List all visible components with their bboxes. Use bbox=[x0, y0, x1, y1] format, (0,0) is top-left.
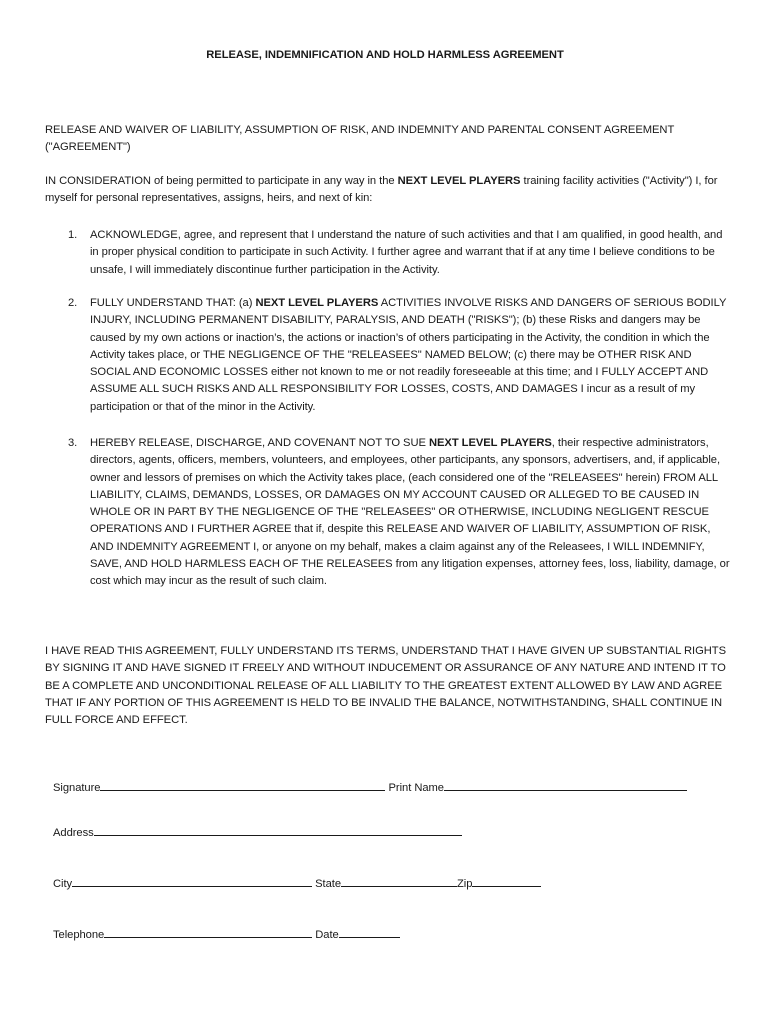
document-title: RELEASE, INDEMNIFICATION AND HOLD HARMLESS AGREEMENT bbox=[206, 49, 564, 61]
zip-field[interactable] bbox=[472, 874, 541, 887]
list-item-number: 1. bbox=[68, 229, 78, 241]
list-item-text-post: , their respective administrators, directors, agents, officers, members, volunteers, and employees, other participants, any sponsors, advertisers, and, if applicable, owner and lessors of premises on which the Activity takes place, (each considered one of the "RELEASEES" herein) FROM ALL LIABILITY, CLAIMS, DEMANDS, LOSSES, OR DAMAGES ON MY ACCOUNT CAUSED OR ALLEGED TO BE CAUSED IN WHOLE OR IN PART BY THE NEGLIGENCE OF THE "RELEASEES" OR OTHERWISE, INCLUDING NEGLIGENT RESCUE OPERATIONS AND I FURTHER AGREE that if, despite this RELEASE AND WAIVER OF LIABILITY, ASSUMPTION OF RISK, AND INDEMNITY AGREEMENT I, or anyone on my behalf, makes a claim against any of the Releasees, I WILL INDEMNIFY, SAVE, AND HOLD HARMLESS EACH OF THE RELEASEES from any litigation expenses, attorney fees, loss, liability, damage, or cost which may incur as the result of such claim. bbox=[90, 437, 730, 588]
list-item-text bbox=[90, 227, 730, 279]
telephone-label: Telephone bbox=[53, 929, 105, 941]
state-field[interactable] bbox=[341, 874, 457, 887]
company-name: NEXT LEVEL PLAYERS bbox=[428, 437, 552, 449]
zip-label: Zip bbox=[457, 878, 473, 890]
print-name-field[interactable] bbox=[444, 778, 687, 791]
consideration-text-pre: IN CONSIDERATION of being permitted to participate in any way in the bbox=[45, 175, 398, 187]
list-item-text-pre: HEREBY RELEASE, DISCHARGE, AND COVENANT NOT TO SUE bbox=[90, 437, 429, 449]
address-label: Address bbox=[53, 827, 94, 839]
list-item-text bbox=[90, 295, 730, 416]
signature-field[interactable] bbox=[100, 778, 385, 791]
company-name: NEXT LEVEL PLAYERS bbox=[397, 175, 521, 187]
address-row bbox=[53, 823, 462, 842]
signature-row bbox=[53, 778, 687, 797]
telephone-field[interactable] bbox=[104, 925, 312, 938]
telephone-row bbox=[53, 925, 400, 944]
city-label: City bbox=[53, 878, 73, 890]
list-item-text-post: ACTIVITIES INVOLVE RISKS AND DANGERS OF SERIOUS BODILY INJURY, INCLUDING PERMANENT DISABILITY, PARALYSIS, AND DEATH ("RISKS"); (b) these Risks and dangers may be caused by my own actions or inaction’s, the actions or inaction’s of others participating in the Activity, the condition in which the Activity takes place, or THE NEGLIGENCE OF THE "RELEASEES" NAMED BELOW; (c) there may be OTHER RISK AND SOCIAL AND ECONOMIC LOSSES either not known to me or not readily foreseeable at this time; and I FULLY ACCEPT AND ASSUME ALL SUCH RISKS AND ALL RESPONSIBILITY FOR LOSSES, COSTS, AND DAMAGES I incur as a result of my participation or that of the minor in the Activity. bbox=[90, 297, 727, 413]
consideration-text-post: training facility activities ("Activity") I, for myself for personal representatives, assigns, heirs, and next of kin: bbox=[45, 175, 718, 205]
date-label: Date bbox=[315, 929, 339, 941]
list-item-text-pre: ACKNOWLEDGE, agree, and represent that I understand the nature of such activities and that I am qualified, in good health, and in proper physical condition to participate in such Activity. I further agree and warrant that if at any time I believe conditions to be unsafe, I will immediately discontinue further participation in the Activity. bbox=[90, 229, 723, 276]
company-name: NEXT LEVEL PLAYERS bbox=[255, 297, 379, 309]
city-field[interactable] bbox=[72, 874, 312, 887]
signature-label: Signature bbox=[53, 782, 101, 794]
list-item-text bbox=[90, 435, 730, 591]
list-item-text-pre: FULLY UNDERSTAND THAT: (a) bbox=[90, 297, 256, 309]
state-label: State bbox=[315, 878, 342, 890]
intro-heading: RELEASE AND WAIVER OF LIABILITY, ASSUMPTION OF RISK, AND INDEMNITY AND PARENTAL CONSENT AGREEMENT ("AGREEMENT") bbox=[45, 124, 675, 154]
city-row bbox=[53, 874, 541, 893]
address-field[interactable] bbox=[94, 823, 462, 836]
date-field[interactable] bbox=[339, 925, 400, 938]
list-item-number: 3. bbox=[68, 437, 78, 449]
print-name-label: Print Name bbox=[388, 782, 444, 794]
closing-paragraph: I HAVE READ THIS AGREEMENT, FULLY UNDERSTAND ITS TERMS, UNDERSTAND THAT I HAVE GIVEN UP SUBSTANTIAL RIGHTS BY SIGNING IT AND HAVE SIGNED IT FREELY AND WITHOUT INDUCEMENT OR ASSURANCE OF ANY NATURE AND INTEND IT TO BE A COMPLETE AND UNCONDITIONAL RELEASE OF ALL LIABILITY TO THE GREATEST EXTENT ALLOWED BY LAW AND AGREE THAT IF ANY PORTION OF THIS AGREEMENT IS HELD TO BE INVALID THE BALANCE, NOTWITHSTANDING, SHALL CONTINUE IN FULL FORCE AND EFFECT. bbox=[45, 645, 726, 727]
consideration-paragraph bbox=[45, 173, 730, 208]
list-item-number: 2. bbox=[68, 297, 78, 309]
